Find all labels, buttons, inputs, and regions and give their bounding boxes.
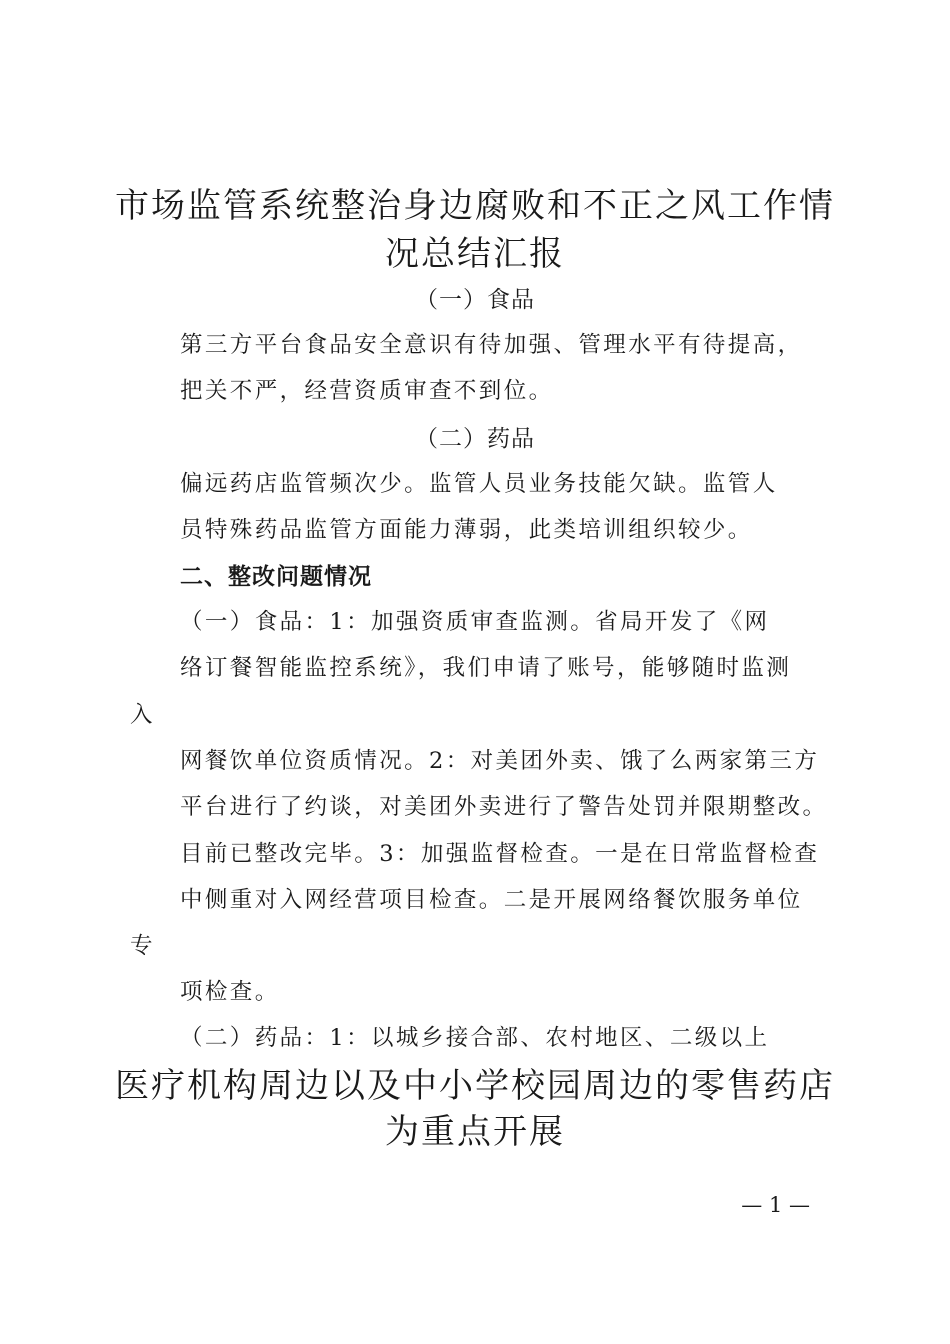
drug-paragraph-line: 偏远药店监管频次少。监管人员业务技能欠缺。监管人 [180,471,778,497]
section-2-heading: 二、整改问题情况 [180,564,372,590]
section-2-food-line: 目前已整改完毕。3：加强监督检查。一是在日常监督检查 [180,841,820,867]
section-2-food-line: 络订餐智能监控系统》，我们申请了账号，能够随时监测 [180,655,792,681]
document-title-line-1: 市场监管系统整治身边腐败和不正之风工作情 [115,186,835,226]
food-heading: （一）食品 [415,287,535,313]
page-number: — 1 — [741,1193,810,1217]
bottom-large-line-2: 为重点开展 [385,1112,565,1152]
section-2-food-line: 平台进行了约谈，对美团外卖进行了警告处罚并限期整改。 [180,794,828,820]
section-2-food-line: （一）食品：1：加强资质审查监测。省局开发了《网 [180,609,770,635]
section-2-food-line: 入 [130,702,155,728]
section-2-food-line: 中侧重对入网经营项目检查。二是开展网络餐饮服务单位 [180,887,803,913]
food-paragraph-line: 第三方平台食品安全意识有待加强、管理水平有待提高， [180,332,803,358]
section-2-food-line: 专 [130,933,155,959]
section-2-drug-line: （二）药品：1：以城乡接合部、农村地区、二级以上 [180,1025,770,1051]
drug-paragraph-line: 员特殊药品监管方面能力薄弱，此类培训组织较少。 [180,517,753,543]
food-paragraph-line: 把关不严，经营资质审查不到位。 [180,378,554,404]
document-title-line-2: 况总结汇报 [385,234,565,274]
bottom-large-line-1: 医疗机构周边以及中小学校园周边的零售药店 [115,1066,835,1106]
drug-heading: （二）药品 [415,426,535,452]
section-2-food-line: 项检查。 [180,979,280,1005]
section-2-food-line: 网餐饮单位资质情况。2：对美团外卖、饿了么两家第三方 [180,748,820,774]
